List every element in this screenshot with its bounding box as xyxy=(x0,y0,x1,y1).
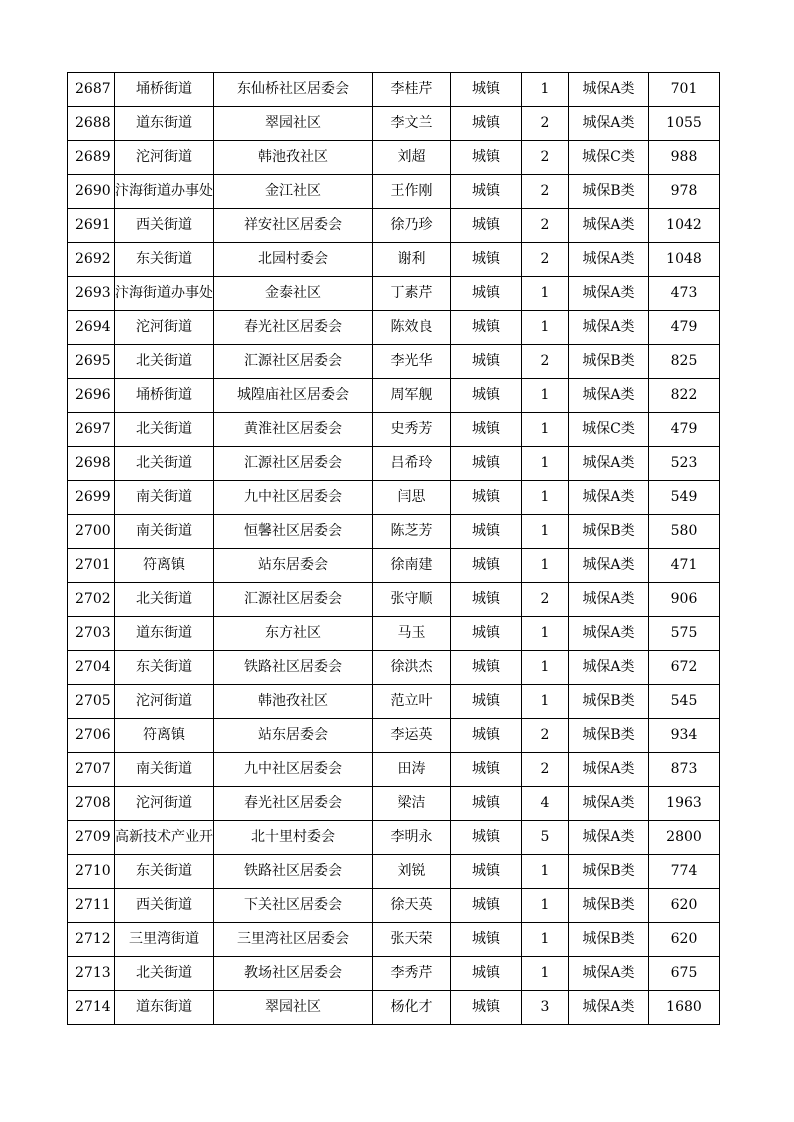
area-type-cell: 城镇 xyxy=(451,175,522,209)
category-cell: 城保A类 xyxy=(569,73,649,107)
category-cell: 城保A类 xyxy=(569,481,649,515)
category-cell: 城保B类 xyxy=(569,515,649,549)
community-cell: 九中社区居委会 xyxy=(214,753,373,787)
community-cell: 翠园社区 xyxy=(214,107,373,141)
person-name-cell: 丁素芹 xyxy=(373,277,451,311)
person-name-cell: 徐洪杰 xyxy=(373,651,451,685)
record-id-cell: 2688 xyxy=(68,107,115,141)
amount-cell: 988 xyxy=(649,141,720,175)
household-count-cell: 1 xyxy=(522,923,569,957)
area-type-cell: 城镇 xyxy=(451,855,522,889)
street-cell: 沱河街道 xyxy=(115,787,214,821)
amount-cell: 701 xyxy=(649,73,720,107)
record-id-cell: 2703 xyxy=(68,617,115,651)
household-count-cell: 1 xyxy=(522,311,569,345)
street-cell: 北关街道 xyxy=(115,957,214,991)
area-type-cell: 城镇 xyxy=(451,311,522,345)
table-row xyxy=(68,141,720,175)
record-id-cell: 2698 xyxy=(68,447,115,481)
person-name-cell: 陈芝芳 xyxy=(373,515,451,549)
area-type-cell: 城镇 xyxy=(451,583,522,617)
table-row xyxy=(68,481,720,515)
street-cell: 道东街道 xyxy=(115,107,214,141)
amount-cell: 2800 xyxy=(649,821,720,855)
category-cell: 城保A类 xyxy=(569,787,649,821)
street-cell: 南关街道 xyxy=(115,515,214,549)
person-name-cell: 杨化才 xyxy=(373,991,451,1025)
street-cell: 东关街道 xyxy=(115,243,214,277)
street-cell: 沱河街道 xyxy=(115,311,214,345)
community-cell: 九中社区居委会 xyxy=(214,481,373,515)
table-row xyxy=(68,787,720,821)
household-count-cell: 1 xyxy=(522,617,569,651)
street-cell: 道东街道 xyxy=(115,991,214,1025)
community-cell: 站东居委会 xyxy=(214,549,373,583)
community-cell: 城隍庙社区居委会 xyxy=(214,379,373,413)
area-type-cell: 城镇 xyxy=(451,957,522,991)
household-count-cell: 1 xyxy=(522,889,569,923)
category-cell: 城保A类 xyxy=(569,107,649,141)
household-count-cell: 2 xyxy=(522,345,569,379)
record-id-cell: 2713 xyxy=(68,957,115,991)
person-name-cell: 张天荣 xyxy=(373,923,451,957)
record-id-cell: 2693 xyxy=(68,277,115,311)
community-cell: 恒馨社区居委会 xyxy=(214,515,373,549)
amount-cell: 675 xyxy=(649,957,720,991)
table-row xyxy=(68,617,720,651)
record-id-cell: 2712 xyxy=(68,923,115,957)
household-count-cell: 2 xyxy=(522,209,569,243)
table-row xyxy=(68,889,720,923)
street-cell: 沱河街道 xyxy=(115,141,214,175)
amount-cell: 906 xyxy=(649,583,720,617)
person-name-cell: 闫思 xyxy=(373,481,451,515)
household-count-cell: 2 xyxy=(522,719,569,753)
roster-table xyxy=(67,72,720,1025)
street-cell: 汴海街道办事处 xyxy=(115,175,214,209)
area-type-cell: 城镇 xyxy=(451,107,522,141)
record-id-cell: 2711 xyxy=(68,889,115,923)
amount-cell: 822 xyxy=(649,379,720,413)
amount-cell: 825 xyxy=(649,345,720,379)
table-row xyxy=(68,209,720,243)
record-id-cell: 2695 xyxy=(68,345,115,379)
record-id-cell: 2707 xyxy=(68,753,115,787)
person-name-cell: 陈效良 xyxy=(373,311,451,345)
area-type-cell: 城镇 xyxy=(451,753,522,787)
table-row xyxy=(68,923,720,957)
category-cell: 城保A类 xyxy=(569,549,649,583)
household-count-cell: 1 xyxy=(522,685,569,719)
category-cell: 城保C类 xyxy=(569,141,649,175)
street-cell: 符离镇 xyxy=(115,719,214,753)
table-row xyxy=(68,855,720,889)
street-cell: 沱河街道 xyxy=(115,685,214,719)
roster-body xyxy=(68,73,720,1025)
category-cell: 城保A类 xyxy=(569,617,649,651)
area-type-cell: 城镇 xyxy=(451,447,522,481)
community-cell: 铁路社区居委会 xyxy=(214,651,373,685)
table-row xyxy=(68,107,720,141)
table-row xyxy=(68,583,720,617)
amount-cell: 1680 xyxy=(649,991,720,1025)
table-row xyxy=(68,73,720,107)
amount-cell: 774 xyxy=(649,855,720,889)
record-id-cell: 2699 xyxy=(68,481,115,515)
community-cell: 站东居委会 xyxy=(214,719,373,753)
person-name-cell: 李运英 xyxy=(373,719,451,753)
street-cell: 符离镇 xyxy=(115,549,214,583)
area-type-cell: 城镇 xyxy=(451,923,522,957)
amount-cell: 934 xyxy=(649,719,720,753)
community-cell: 东仙桥社区居委会 xyxy=(214,73,373,107)
amount-cell: 545 xyxy=(649,685,720,719)
table-row xyxy=(68,685,720,719)
category-cell: 城保B类 xyxy=(569,923,649,957)
table-row xyxy=(68,515,720,549)
area-type-cell: 城镇 xyxy=(451,141,522,175)
amount-cell: 473 xyxy=(649,277,720,311)
household-count-cell: 1 xyxy=(522,481,569,515)
household-count-cell: 3 xyxy=(522,991,569,1025)
table-row xyxy=(68,277,720,311)
street-cell: 南关街道 xyxy=(115,481,214,515)
household-count-cell: 5 xyxy=(522,821,569,855)
amount-cell: 549 xyxy=(649,481,720,515)
category-cell: 城保A类 xyxy=(569,753,649,787)
category-cell: 城保C类 xyxy=(569,413,649,447)
street-cell: 南关街道 xyxy=(115,753,214,787)
amount-cell: 479 xyxy=(649,311,720,345)
category-cell: 城保B类 xyxy=(569,889,649,923)
area-type-cell: 城镇 xyxy=(451,651,522,685)
table-row xyxy=(68,549,720,583)
amount-cell: 620 xyxy=(649,889,720,923)
record-id-cell: 2710 xyxy=(68,855,115,889)
community-cell: 韩池孜社区 xyxy=(214,141,373,175)
person-name-cell: 李桂芹 xyxy=(373,73,451,107)
person-name-cell: 刘超 xyxy=(373,141,451,175)
household-count-cell: 1 xyxy=(522,651,569,685)
table-row xyxy=(68,175,720,209)
person-name-cell: 田涛 xyxy=(373,753,451,787)
category-cell: 城保B类 xyxy=(569,855,649,889)
household-count-cell: 1 xyxy=(522,855,569,889)
category-cell: 城保A类 xyxy=(569,583,649,617)
area-type-cell: 城镇 xyxy=(451,991,522,1025)
category-cell: 城保A类 xyxy=(569,277,649,311)
category-cell: 城保A类 xyxy=(569,651,649,685)
community-cell: 韩池孜社区 xyxy=(214,685,373,719)
amount-cell: 479 xyxy=(649,413,720,447)
area-type-cell: 城镇 xyxy=(451,787,522,821)
amount-cell: 1963 xyxy=(649,787,720,821)
person-name-cell: 吕希玲 xyxy=(373,447,451,481)
amount-cell: 1055 xyxy=(649,107,720,141)
street-cell: 三里湾街道 xyxy=(115,923,214,957)
area-type-cell: 城镇 xyxy=(451,345,522,379)
person-name-cell: 王作刚 xyxy=(373,175,451,209)
area-type-cell: 城镇 xyxy=(451,515,522,549)
street-cell: 北关街道 xyxy=(115,413,214,447)
community-cell: 汇源社区居委会 xyxy=(214,345,373,379)
community-cell: 三里湾社区居委会 xyxy=(214,923,373,957)
person-name-cell: 徐天英 xyxy=(373,889,451,923)
street-cell: 西关街道 xyxy=(115,209,214,243)
category-cell: 城保A类 xyxy=(569,243,649,277)
household-count-cell: 1 xyxy=(522,73,569,107)
area-type-cell: 城镇 xyxy=(451,243,522,277)
household-count-cell: 4 xyxy=(522,787,569,821)
record-id-cell: 2697 xyxy=(68,413,115,447)
household-count-cell: 1 xyxy=(522,413,569,447)
person-name-cell: 周军舰 xyxy=(373,379,451,413)
community-cell: 春光社区居委会 xyxy=(214,311,373,345)
household-count-cell: 1 xyxy=(522,447,569,481)
person-name-cell: 谢利 xyxy=(373,243,451,277)
table-row xyxy=(68,821,720,855)
table-row xyxy=(68,991,720,1025)
person-name-cell: 张守顺 xyxy=(373,583,451,617)
category-cell: 城保A类 xyxy=(569,209,649,243)
street-cell: 北关街道 xyxy=(115,447,214,481)
community-cell: 黄淮社区居委会 xyxy=(214,413,373,447)
household-count-cell: 2 xyxy=(522,175,569,209)
person-name-cell: 李明永 xyxy=(373,821,451,855)
table-row xyxy=(68,719,720,753)
community-cell: 翠园社区 xyxy=(214,991,373,1025)
record-id-cell: 2691 xyxy=(68,209,115,243)
category-cell: 城保A类 xyxy=(569,311,649,345)
household-count-cell: 2 xyxy=(522,141,569,175)
amount-cell: 471 xyxy=(649,549,720,583)
amount-cell: 620 xyxy=(649,923,720,957)
person-name-cell: 刘锐 xyxy=(373,855,451,889)
record-id-cell: 2696 xyxy=(68,379,115,413)
household-count-cell: 1 xyxy=(522,549,569,583)
amount-cell: 1048 xyxy=(649,243,720,277)
amount-cell: 580 xyxy=(649,515,720,549)
amount-cell: 672 xyxy=(649,651,720,685)
area-type-cell: 城镇 xyxy=(451,685,522,719)
household-count-cell: 2 xyxy=(522,753,569,787)
community-cell: 春光社区居委会 xyxy=(214,787,373,821)
street-cell: 道东街道 xyxy=(115,617,214,651)
community-cell: 教场社区居委会 xyxy=(214,957,373,991)
category-cell: 城保A类 xyxy=(569,991,649,1025)
street-cell: 埇桥街道 xyxy=(115,73,214,107)
record-id-cell: 2705 xyxy=(68,685,115,719)
category-cell: 城保B类 xyxy=(569,345,649,379)
person-name-cell: 李文兰 xyxy=(373,107,451,141)
category-cell: 城保A类 xyxy=(569,447,649,481)
community-cell: 北园村委会 xyxy=(214,243,373,277)
category-cell: 城保A类 xyxy=(569,957,649,991)
amount-cell: 523 xyxy=(649,447,720,481)
table-row xyxy=(68,413,720,447)
category-cell: 城保B类 xyxy=(569,175,649,209)
record-id-cell: 2714 xyxy=(68,991,115,1025)
household-count-cell: 1 xyxy=(522,379,569,413)
category-cell: 城保A类 xyxy=(569,379,649,413)
table-row xyxy=(68,311,720,345)
street-cell: 高新技术产业开 xyxy=(115,821,214,855)
amount-cell: 873 xyxy=(649,753,720,787)
person-name-cell: 史秀芳 xyxy=(373,413,451,447)
community-cell: 东方社区 xyxy=(214,617,373,651)
area-type-cell: 城镇 xyxy=(451,549,522,583)
household-count-cell: 1 xyxy=(522,957,569,991)
community-cell: 汇源社区居委会 xyxy=(214,447,373,481)
person-name-cell: 马玉 xyxy=(373,617,451,651)
community-cell: 汇源社区居委会 xyxy=(214,583,373,617)
table-row xyxy=(68,651,720,685)
area-type-cell: 城镇 xyxy=(451,617,522,651)
record-id-cell: 2709 xyxy=(68,821,115,855)
community-cell: 金泰社区 xyxy=(214,277,373,311)
area-type-cell: 城镇 xyxy=(451,209,522,243)
community-cell: 金江社区 xyxy=(214,175,373,209)
table-row xyxy=(68,345,720,379)
street-cell: 东关街道 xyxy=(115,855,214,889)
street-cell: 东关街道 xyxy=(115,651,214,685)
record-id-cell: 2706 xyxy=(68,719,115,753)
street-cell: 汴海街道办事处 xyxy=(115,277,214,311)
area-type-cell: 城镇 xyxy=(451,889,522,923)
amount-cell: 978 xyxy=(649,175,720,209)
table-row xyxy=(68,753,720,787)
record-id-cell: 2702 xyxy=(68,583,115,617)
category-cell: 城保B类 xyxy=(569,685,649,719)
area-type-cell: 城镇 xyxy=(451,821,522,855)
community-cell: 铁路社区居委会 xyxy=(214,855,373,889)
person-name-cell: 李秀芹 xyxy=(373,957,451,991)
person-name-cell: 李光华 xyxy=(373,345,451,379)
person-name-cell: 范立叶 xyxy=(373,685,451,719)
area-type-cell: 城镇 xyxy=(451,73,522,107)
area-type-cell: 城镇 xyxy=(451,379,522,413)
amount-cell: 1042 xyxy=(649,209,720,243)
community-cell: 下关社区居委会 xyxy=(214,889,373,923)
household-count-cell: 1 xyxy=(522,515,569,549)
household-count-cell: 1 xyxy=(522,277,569,311)
street-cell: 西关街道 xyxy=(115,889,214,923)
street-cell: 埇桥街道 xyxy=(115,379,214,413)
category-cell: 城保A类 xyxy=(569,821,649,855)
amount-cell: 575 xyxy=(649,617,720,651)
table-row xyxy=(68,447,720,481)
record-id-cell: 2708 xyxy=(68,787,115,821)
record-id-cell: 2692 xyxy=(68,243,115,277)
street-cell: 北关街道 xyxy=(115,583,214,617)
record-id-cell: 2701 xyxy=(68,549,115,583)
record-id-cell: 2687 xyxy=(68,73,115,107)
category-cell: 城保B类 xyxy=(569,719,649,753)
record-id-cell: 2704 xyxy=(68,651,115,685)
area-type-cell: 城镇 xyxy=(451,413,522,447)
record-id-cell: 2690 xyxy=(68,175,115,209)
area-type-cell: 城镇 xyxy=(451,277,522,311)
household-count-cell: 2 xyxy=(522,107,569,141)
household-count-cell: 2 xyxy=(522,583,569,617)
table-row xyxy=(68,957,720,991)
record-id-cell: 2689 xyxy=(68,141,115,175)
table-row xyxy=(68,243,720,277)
table-row xyxy=(68,379,720,413)
area-type-cell: 城镇 xyxy=(451,481,522,515)
community-cell: 北十里村委会 xyxy=(214,821,373,855)
person-name-cell: 徐乃珍 xyxy=(373,209,451,243)
street-cell: 北关街道 xyxy=(115,345,214,379)
record-id-cell: 2700 xyxy=(68,515,115,549)
person-name-cell: 梁洁 xyxy=(373,787,451,821)
person-name-cell: 徐南建 xyxy=(373,549,451,583)
record-id-cell: 2694 xyxy=(68,311,115,345)
area-type-cell: 城镇 xyxy=(451,719,522,753)
community-cell: 祥安社区居委会 xyxy=(214,209,373,243)
household-count-cell: 2 xyxy=(522,243,569,277)
